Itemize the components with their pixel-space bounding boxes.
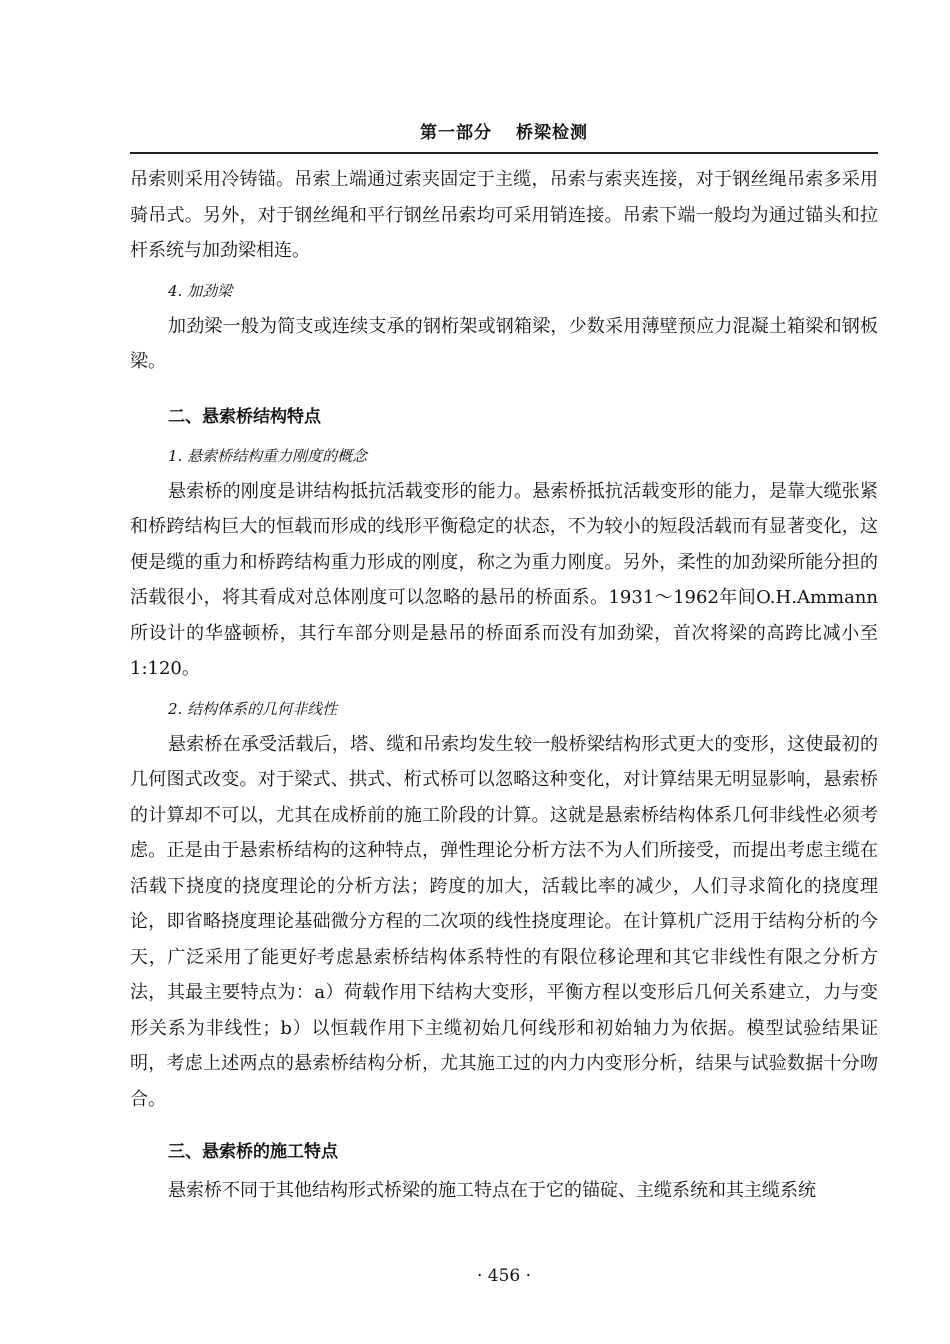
paragraph-construction-features: 悬索桥不同于其他结构形式桥梁的施工特点在于它的锚碇、主缆系统和其主缆系统 bbox=[168, 1180, 816, 1201]
section-heading-construction-features: 三、悬索桥的施工特点 bbox=[168, 1142, 338, 1162]
header-rule bbox=[130, 152, 878, 154]
section-heading-structural-features: 二、悬索桥结构特点 bbox=[168, 406, 321, 427]
running-header bbox=[130, 120, 878, 146]
header-title: 桥梁检测 bbox=[516, 123, 588, 143]
header-part: 第一部分 bbox=[420, 123, 492, 143]
page-number: · 456 · bbox=[476, 1266, 532, 1286]
page-body bbox=[130, 162, 878, 1209]
paragraph-gravity-stiffness: 悬索桥的刚度是讲结构抵抗活载变形的能力。悬索桥抵抗活载变形的能力，是靠大缆张紧和桥跨结构巨大的恒载而形成的线形平衡稳定的状态，不为较小的短段活载而有显著变化，这便是缆的重力和桥跨结构重力形成的刚度，称之为重力刚度。另外，柔性的加劲梁所能分担的活载很小，将其看成对总体刚度可以忽略的悬吊的桥面系。1931～1962年间O.H.Ammann所设计的华盛顿桥，其行车部分则是悬吊的桥面系而没有加劲梁，首次将梁的高跨比减小至1:120。 bbox=[130, 480, 878, 679]
subheading-geometric-nonlinearity: 2. 结构体系的几何非线性 bbox=[168, 699, 338, 718]
subheading-gravity-stiffness: 1. 悬索桥结构重力刚度的概念 bbox=[168, 446, 368, 465]
paragraph-geometric-nonlinearity: 悬索桥在承受活载后，塔、缆和吊索均发生较一般桥梁结构形式更大的变形，这使最初的几何图式改变。对于梁式、拱式、桁式桥可以忽略这种变化，对计算结果无明显影响，悬索桥的计算却不可以，尤其在成桥前的施工阶段的计算。这就是悬索桥结构体系几何非线性必须考虑。正是由于悬索桥结构的这种特点，弹性理论分析方法不为人们所接受，而提出考虑主缆在活载下挠度的挠度理论的分析方法；跨度的加大，活载比率的减少，人们寻求简化的挠度理论，即省略挠度理论基础微分方程的二次项的线性挠度理论。在计算机广泛用于结构分析的今天，广泛采用了能更好考虑悬索桥结构体系特性的有限位移论理和其它非线性有限之分析方法，其最主要特点为：a）荷载作用下结构大变形，平衡方程以变形后几何关系建立，力与变形关系为非线性；b）以恒载作用下主缆初始几何线形和初始轴力为依据。模型试验结果证明，考虑上述两点的悬索桥结构分析，尤其施工过的内力内变形分析，结果与试验数据十分吻合。 bbox=[130, 733, 878, 1110]
paragraph-stiffening-girder: 加劲梁一般为简支或连续支承的钢桁架或钢箱梁，少数采用薄壁预应力混凝土箱梁和钢板梁。 bbox=[130, 315, 878, 372]
paragraph-hangers: 吊索则采用冷铸锚。吊索上端通过索夹固定于主缆，吊索与索夹连接，对于钢丝绳吊索多采用骑吊式。另外，对于钢丝绳和平行钢丝吊索均可采用销连接。吊索下端一般均为通过锚头和拉杆系统与加劲梁相连。 bbox=[130, 169, 878, 261]
subheading-stiffening-girder: 4. 加劲梁 bbox=[168, 281, 233, 300]
